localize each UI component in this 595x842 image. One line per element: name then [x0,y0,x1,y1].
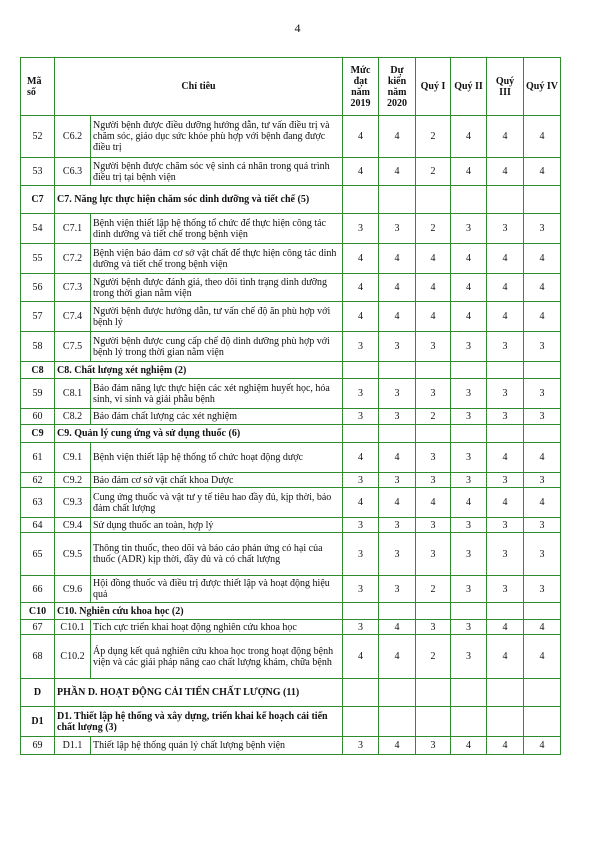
criterion-code: C9.2 [55,473,91,488]
criterion-text: Bệnh viện thiết lập hệ thống tổ chức hoạt động dược [91,443,343,473]
empty-cell [416,707,451,737]
value-2020: 3 [379,518,416,533]
value-quy-2: 3 [451,473,487,488]
value-quy-1: 3 [416,379,451,409]
value-quy-4: 4 [524,158,561,186]
empty-cell [416,186,451,214]
header-quy-4: Quý IV [524,58,561,116]
criterion-text: Bảo đảm năng lực thực hiện các xét nghiệm huyết học, hóa sinh, vi sinh và giải phẫu bệnh [91,379,343,409]
criterion-text: Hội đồng thuốc và điều trị được thiết lập và hoạt động hiệu quả [91,576,343,603]
criterion-code: C10.1 [55,620,91,635]
criteria-table [20,57,561,755]
header-ma-so: Mã số [21,58,55,116]
value-quy-3: 3 [487,473,524,488]
row-number: 65 [21,533,55,576]
value-quy-3: 3 [487,518,524,533]
empty-cell [451,425,487,443]
section-title: C9. Quản lý cung ứng và sử dụng thuốc (6) [55,425,343,443]
value-quy-1: 4 [416,244,451,274]
criterion-text: Người bệnh được điều dưỡng hướng dẫn, tư vấn điều trị và chăm sóc, giáo dục sức khỏe phù hợp với bệnh đang được điều trị [91,116,343,158]
criterion-code: C9.6 [55,576,91,603]
empty-cell [487,603,524,620]
value-2019: 3 [343,576,379,603]
header-quy-1: Quý I [416,58,451,116]
value-quy-1: 3 [416,620,451,635]
value-2019: 3 [343,379,379,409]
value-2020: 4 [379,116,416,158]
value-quy-4: 3 [524,214,561,244]
criterion-text: Người bệnh được đánh giá, theo dõi tình trạng dinh dưỡng trong thời gian nằm viện [91,274,343,302]
value-quy-2: 3 [451,332,487,362]
section-code: D [21,679,55,707]
criterion-code: C7.5 [55,332,91,362]
row-number: 60 [21,409,55,425]
criterion-code: C10.2 [55,635,91,679]
criterion-text: Bảo đảm cơ sở vật chất khoa Dược [91,473,343,488]
value-quy-3: 3 [487,409,524,425]
value-2020: 3 [379,533,416,576]
section-code: C9 [21,425,55,443]
value-2019: 3 [343,518,379,533]
value-quy-3: 3 [487,533,524,576]
page-number: 4 [294,21,301,35]
empty-cell [451,362,487,379]
value-quy-3: 4 [487,116,524,158]
value-2020: 4 [379,302,416,332]
value-quy-4: 3 [524,576,561,603]
value-quy-2: 4 [451,116,487,158]
criterion-text: Thiết lập hệ thống quản lý chất lượng bệnh viện [91,737,343,755]
header-du-kien-2020: Dự kiến năm 2020 [379,58,416,116]
value-quy-4: 4 [524,302,561,332]
value-2019: 3 [343,620,379,635]
value-2020: 4 [379,158,416,186]
value-2019: 3 [343,332,379,362]
row-number: 67 [21,620,55,635]
criterion-text: Người bệnh được cung cấp chế độ dinh dưỡng phù hợp với bệnh lý trong thời gian nằm viện [91,332,343,362]
empty-cell [524,362,561,379]
criterion-code: C7.3 [55,274,91,302]
criterion-code: C6.3 [55,158,91,186]
table-row [21,274,561,302]
table-row [21,443,561,473]
criterion-code: D1.1 [55,737,91,755]
value-2020: 3 [379,214,416,244]
section-row [21,186,561,214]
value-quy-4: 4 [524,274,561,302]
table-row [21,737,561,755]
criterion-text: Tích cực triển khai hoạt động nghiên cứu khoa học [91,620,343,635]
criterion-text: Người bệnh được chăm sóc vệ sinh cá nhân trong quá trình điều trị tại bệnh viện [91,158,343,186]
row-number: 59 [21,379,55,409]
value-quy-4: 4 [524,443,561,473]
value-quy-4: 3 [524,473,561,488]
value-quy-3: 4 [487,635,524,679]
table-row [21,533,561,576]
empty-cell [416,362,451,379]
row-number: 62 [21,473,55,488]
row-number: 54 [21,214,55,244]
table-row [21,302,561,332]
value-quy-2: 3 [451,533,487,576]
value-quy-1: 3 [416,332,451,362]
value-quy-4: 4 [524,737,561,755]
section-code: C10 [21,603,55,620]
value-quy-3: 4 [487,158,524,186]
value-2020: 3 [379,332,416,362]
value-quy-1: 3 [416,473,451,488]
table-row [21,158,561,186]
header-chi-tieu: Chỉ tiêu [55,58,343,116]
value-2020: 4 [379,244,416,274]
criterion-code: C7.4 [55,302,91,332]
value-quy-3: 4 [487,488,524,518]
value-2020: 3 [379,576,416,603]
value-2019: 4 [343,244,379,274]
criterion-code: C8.2 [55,409,91,425]
empty-cell [343,603,379,620]
value-2019: 4 [343,488,379,518]
header-quy-2: Quý II [451,58,487,116]
criterion-text: Cung ứng thuốc và vật tư y tế tiêu hao đầy đủ, kịp thời, bảo đảm chất lượng [91,488,343,518]
empty-cell [451,679,487,707]
table-row [21,576,561,603]
empty-cell [487,707,524,737]
value-2020: 4 [379,488,416,518]
value-quy-3: 4 [487,620,524,635]
value-quy-2: 3 [451,443,487,473]
table-row [21,244,561,274]
table-header-row [21,58,561,116]
empty-cell [416,425,451,443]
value-quy-1: 3 [416,533,451,576]
value-2019: 3 [343,214,379,244]
section-row [21,425,561,443]
table-body [21,116,561,755]
criterion-text: Bệnh viện thiết lập hệ thống tổ chức để thực hiện công tác dinh dưỡng và tiết chế trong bệnh viện [91,214,343,244]
empty-cell [451,186,487,214]
table-row [21,635,561,679]
table-row [21,620,561,635]
value-quy-4: 3 [524,533,561,576]
value-quy-1: 2 [416,116,451,158]
value-quy-4: 3 [524,518,561,533]
table-row [21,473,561,488]
value-quy-2: 4 [451,302,487,332]
table-row [21,488,561,518]
empty-cell [451,603,487,620]
row-number: 68 [21,635,55,679]
empty-cell [524,679,561,707]
table-row [21,332,561,362]
value-quy-3: 3 [487,214,524,244]
table-row [21,116,561,158]
header-quy-3: Quý III [487,58,524,116]
value-2019: 4 [343,116,379,158]
empty-cell [343,679,379,707]
section-title: C10. Nghiên cứu khoa học (2) [55,603,343,620]
value-quy-3: 4 [487,244,524,274]
value-quy-2: 3 [451,576,487,603]
value-2020: 4 [379,274,416,302]
row-number: 61 [21,443,55,473]
criterion-text: Bảo đảm chất lượng các xét nghiệm [91,409,343,425]
row-number: 66 [21,576,55,603]
criterion-code: C8.1 [55,379,91,409]
row-number: 52 [21,116,55,158]
value-quy-3: 4 [487,443,524,473]
criterion-text: Bệnh viện bảo đảm cơ sở vật chất để thực hiện công tác dinh dưỡng và tiết chế trong bệnh viện [91,244,343,274]
section-code: C8 [21,362,55,379]
empty-cell [343,425,379,443]
empty-cell [524,707,561,737]
empty-cell [487,679,524,707]
value-quy-4: 3 [524,409,561,425]
value-quy-1: 2 [416,635,451,679]
table-row [21,409,561,425]
empty-cell [524,603,561,620]
value-quy-3: 3 [487,332,524,362]
value-quy-4: 4 [524,635,561,679]
criterion-code: C7.1 [55,214,91,244]
value-quy-2: 4 [451,158,487,186]
value-2019: 3 [343,473,379,488]
criterion-code: C9.1 [55,443,91,473]
value-quy-3: 3 [487,576,524,603]
empty-cell [416,679,451,707]
empty-cell [379,603,416,620]
value-quy-2: 3 [451,214,487,244]
empty-cell [379,425,416,443]
criterion-text: Áp dụng kết quả nghiên cứu khoa học trong hoạt động bệnh viện và các giải pháp nâng cao chất lượng khám, chữa bệnh [91,635,343,679]
criterion-text: Sử dụng thuốc an toàn, hợp lý [91,518,343,533]
value-2019: 4 [343,443,379,473]
empty-cell [524,186,561,214]
empty-cell [451,707,487,737]
table-row [21,379,561,409]
empty-cell [379,679,416,707]
section-row [21,603,561,620]
value-quy-2: 3 [451,518,487,533]
value-quy-2: 3 [451,379,487,409]
value-quy-4: 4 [524,620,561,635]
value-2020: 4 [379,443,416,473]
value-quy-1: 2 [416,409,451,425]
value-2020: 4 [379,635,416,679]
empty-cell [343,707,379,737]
section-row [21,707,561,737]
value-2019: 4 [343,635,379,679]
value-quy-4: 3 [524,332,561,362]
section-code: C7 [21,186,55,214]
empty-cell [343,186,379,214]
value-2019: 4 [343,274,379,302]
value-quy-2: 3 [451,620,487,635]
value-quy-1: 3 [416,518,451,533]
value-quy-2: 4 [451,737,487,755]
criterion-text: Thông tin thuốc, theo dõi và báo cáo phản ứng có hại của thuốc (ADR) kịp thời, đầy đủ và có chất lượng [91,533,343,576]
value-quy-3: 4 [487,302,524,332]
row-number: 56 [21,274,55,302]
value-quy-2: 4 [451,274,487,302]
row-number: 63 [21,488,55,518]
value-quy-1: 2 [416,576,451,603]
value-quy-4: 3 [524,379,561,409]
row-number: 69 [21,737,55,755]
value-quy-1: 3 [416,737,451,755]
empty-cell [379,362,416,379]
section-title: C8. Chất lượng xét nghiệm (2) [55,362,343,379]
value-quy-2: 3 [451,635,487,679]
value-2019: 3 [343,409,379,425]
value-quy-3: 4 [487,737,524,755]
section-title: PHẦN D. HOẠT ĐỘNG CẢI TIẾN CHẤT LƯỢNG (11) [55,679,343,707]
criterion-code: C7.2 [55,244,91,274]
section-code: D1 [21,707,55,737]
value-2020: 4 [379,620,416,635]
value-quy-2: 3 [451,409,487,425]
row-number: 57 [21,302,55,332]
section-title: D1. Thiết lập hệ thống và xây dựng, triển khai kế hoạch cải tiến chất lượng (3) [55,707,343,737]
empty-cell [416,603,451,620]
section-title: C7. Năng lực thực hiện chăm sóc dinh dưỡng và tiết chế (5) [55,186,343,214]
value-quy-1: 2 [416,214,451,244]
value-quy-2: 4 [451,244,487,274]
value-2020: 4 [379,737,416,755]
value-quy-2: 4 [451,488,487,518]
value-quy-1: 3 [416,443,451,473]
value-quy-4: 4 [524,488,561,518]
table-row [21,214,561,244]
value-2019: 4 [343,158,379,186]
criterion-code: C9.4 [55,518,91,533]
value-2020: 3 [379,409,416,425]
value-quy-4: 4 [524,116,561,158]
value-quy-1: 2 [416,158,451,186]
value-quy-4: 4 [524,244,561,274]
criterion-code: C9.3 [55,488,91,518]
value-quy-3: 3 [487,379,524,409]
value-2020: 3 [379,473,416,488]
section-row [21,679,561,707]
value-quy-1: 4 [416,488,451,518]
value-2020: 3 [379,379,416,409]
row-number: 53 [21,158,55,186]
value-2019: 3 [343,737,379,755]
section-row [21,362,561,379]
value-2019: 4 [343,302,379,332]
empty-cell [343,362,379,379]
empty-cell [487,186,524,214]
empty-cell [487,362,524,379]
empty-cell [487,425,524,443]
value-quy-1: 4 [416,274,451,302]
row-number: 58 [21,332,55,362]
criterion-code: C9.5 [55,533,91,576]
criterion-code: C6.2 [55,116,91,158]
value-quy-3: 4 [487,274,524,302]
table-row [21,518,561,533]
empty-cell [524,425,561,443]
header-muc-dat-2019: Mức đạt năm 2019 [343,58,379,116]
row-number: 64 [21,518,55,533]
empty-cell [379,707,416,737]
row-number: 55 [21,244,55,274]
criterion-text: Người bệnh được hướng dẫn, tư vấn chế độ ăn phù hợp với bệnh lý [91,302,343,332]
empty-cell [379,186,416,214]
value-2019: 3 [343,533,379,576]
value-quy-1: 4 [416,302,451,332]
